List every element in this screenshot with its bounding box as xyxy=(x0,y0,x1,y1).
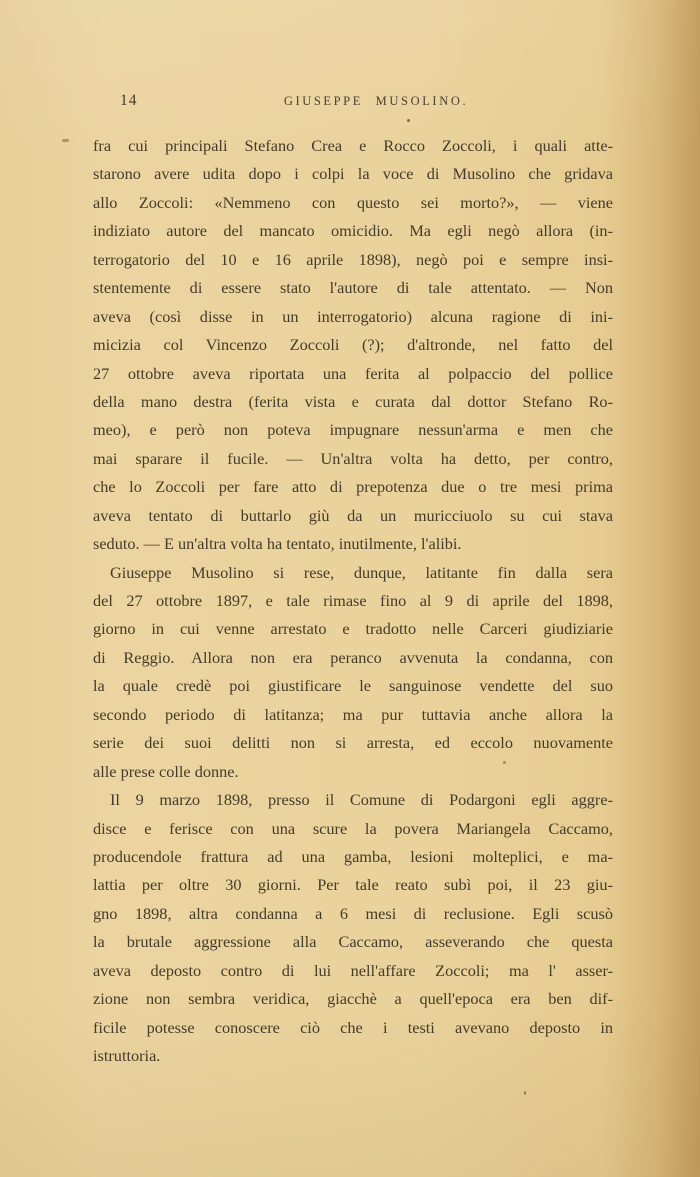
text-line: della mano destra (ferita vista e curata dal dottor Stefano Ro- xyxy=(93,391,613,411)
running-header: GIUSEPPE MUSOLINO. xyxy=(283,94,469,108)
text-line: la quale credè poi giustificare le sanguinose vendette del suo xyxy=(93,676,613,696)
text-line: secondo periodo di latitanza; ma pur tuttavia anche allora la xyxy=(93,704,613,724)
text-line: disce e ferisce con una scure la povera Mariangela Caccamo, xyxy=(93,818,613,838)
text-line: 27 ottobre aveva riportata una ferita al polpaccio del pollice xyxy=(93,363,613,383)
page-number: 14 xyxy=(120,92,138,109)
text-line: allo Zoccoli: «Nemmeno con questo sei morto?», — viene xyxy=(93,192,613,212)
text-line: di Reggio. Allora non era peranco avvenuta la condanna, con xyxy=(93,647,613,667)
text-line: aveva (così disse in un interrogatorio) alcuna ragione di ini- xyxy=(93,306,613,326)
text-line: Il 9 marzo 1898, presso il Comune di Podargoni egli aggre- xyxy=(110,790,613,810)
text-line: zione non sembra veridica, giacchè a quell'epoca era ben dif- xyxy=(93,989,613,1009)
paragraph xyxy=(93,559,613,787)
text-line: terrogatorio del 10 e 16 aprile 1898), negò poi e sempre insi- xyxy=(93,249,613,269)
text-line: stentemente di essere stato l'autore di tale attentato. — Non xyxy=(93,278,613,298)
text-line: ficile potesse conoscere ciò che i testi avevano deposto in xyxy=(93,1017,613,1037)
text-line: mai sparare il fucile. — Un'altra volta ha detto, per contro, xyxy=(93,448,613,468)
text-line: del 27 ottobre 1897, e tale rimase fino al 9 di aprile del 1898, xyxy=(93,591,613,610)
text-line: producendole frattura ad una gamba, lesioni molteplici, e ma- xyxy=(93,846,613,866)
paragraph xyxy=(93,132,613,559)
print-speck xyxy=(524,1091,526,1095)
text-line: meo), e però non poteva impugnare nessun'arma e men che xyxy=(93,420,613,440)
text-line: seduto. — E un'altra volta ha tentato, inutilmente, l'alibi. xyxy=(93,534,462,554)
print-speck xyxy=(407,119,410,122)
text-line: alle prese colle donne. xyxy=(93,761,239,781)
text-line: aveva deposto contro di lui nell'affare Zoccoli; ma l' asser- xyxy=(93,960,613,980)
text-line: aveva tentato di buttarlo giù da un muricciuolo su cui stava xyxy=(93,505,613,525)
text-line: starono avere udita dopo i colpi la voce di Musolino che gridava xyxy=(93,164,613,184)
text-line: gno 1898, altra condanna a 6 mesi di reclusione. Egli scusò xyxy=(93,903,613,923)
print-speck xyxy=(62,139,69,142)
text-line: indiziato autore del mancato omicidio. Ma egli negò allora (in- xyxy=(93,221,613,241)
text-line: giorno in cui venne arrestato e tradotto nelle Carceri giudiziarie xyxy=(93,619,613,639)
text-line: che lo Zoccoli per fare atto di prepotenza due o tre mesi prima xyxy=(93,477,613,497)
page-header xyxy=(93,91,613,113)
text-line: Giuseppe Musolino si rese, dunque, latitante fin dalla sera xyxy=(110,562,613,582)
text-line: la brutale aggressione alla Caccamo, asseverando che questa xyxy=(93,932,613,952)
text-line: micizia col Vincenzo Zoccoli (?); d'altronde, nel fatto del xyxy=(93,335,613,355)
text-block xyxy=(93,132,613,1070)
text-line: lattia per oltre 30 giorni. Per tale reato subì poi, il 23 giu- xyxy=(93,875,613,895)
text-line: istruttoria. xyxy=(93,1046,161,1065)
text-line: fra cui principali Stefano Crea e Rocco Zoccoli, i quali atte- xyxy=(93,136,613,155)
paragraph xyxy=(93,786,613,1070)
text-line: serie dei suoi delitti non si arresta, ed eccolo nuovamente xyxy=(93,733,613,753)
